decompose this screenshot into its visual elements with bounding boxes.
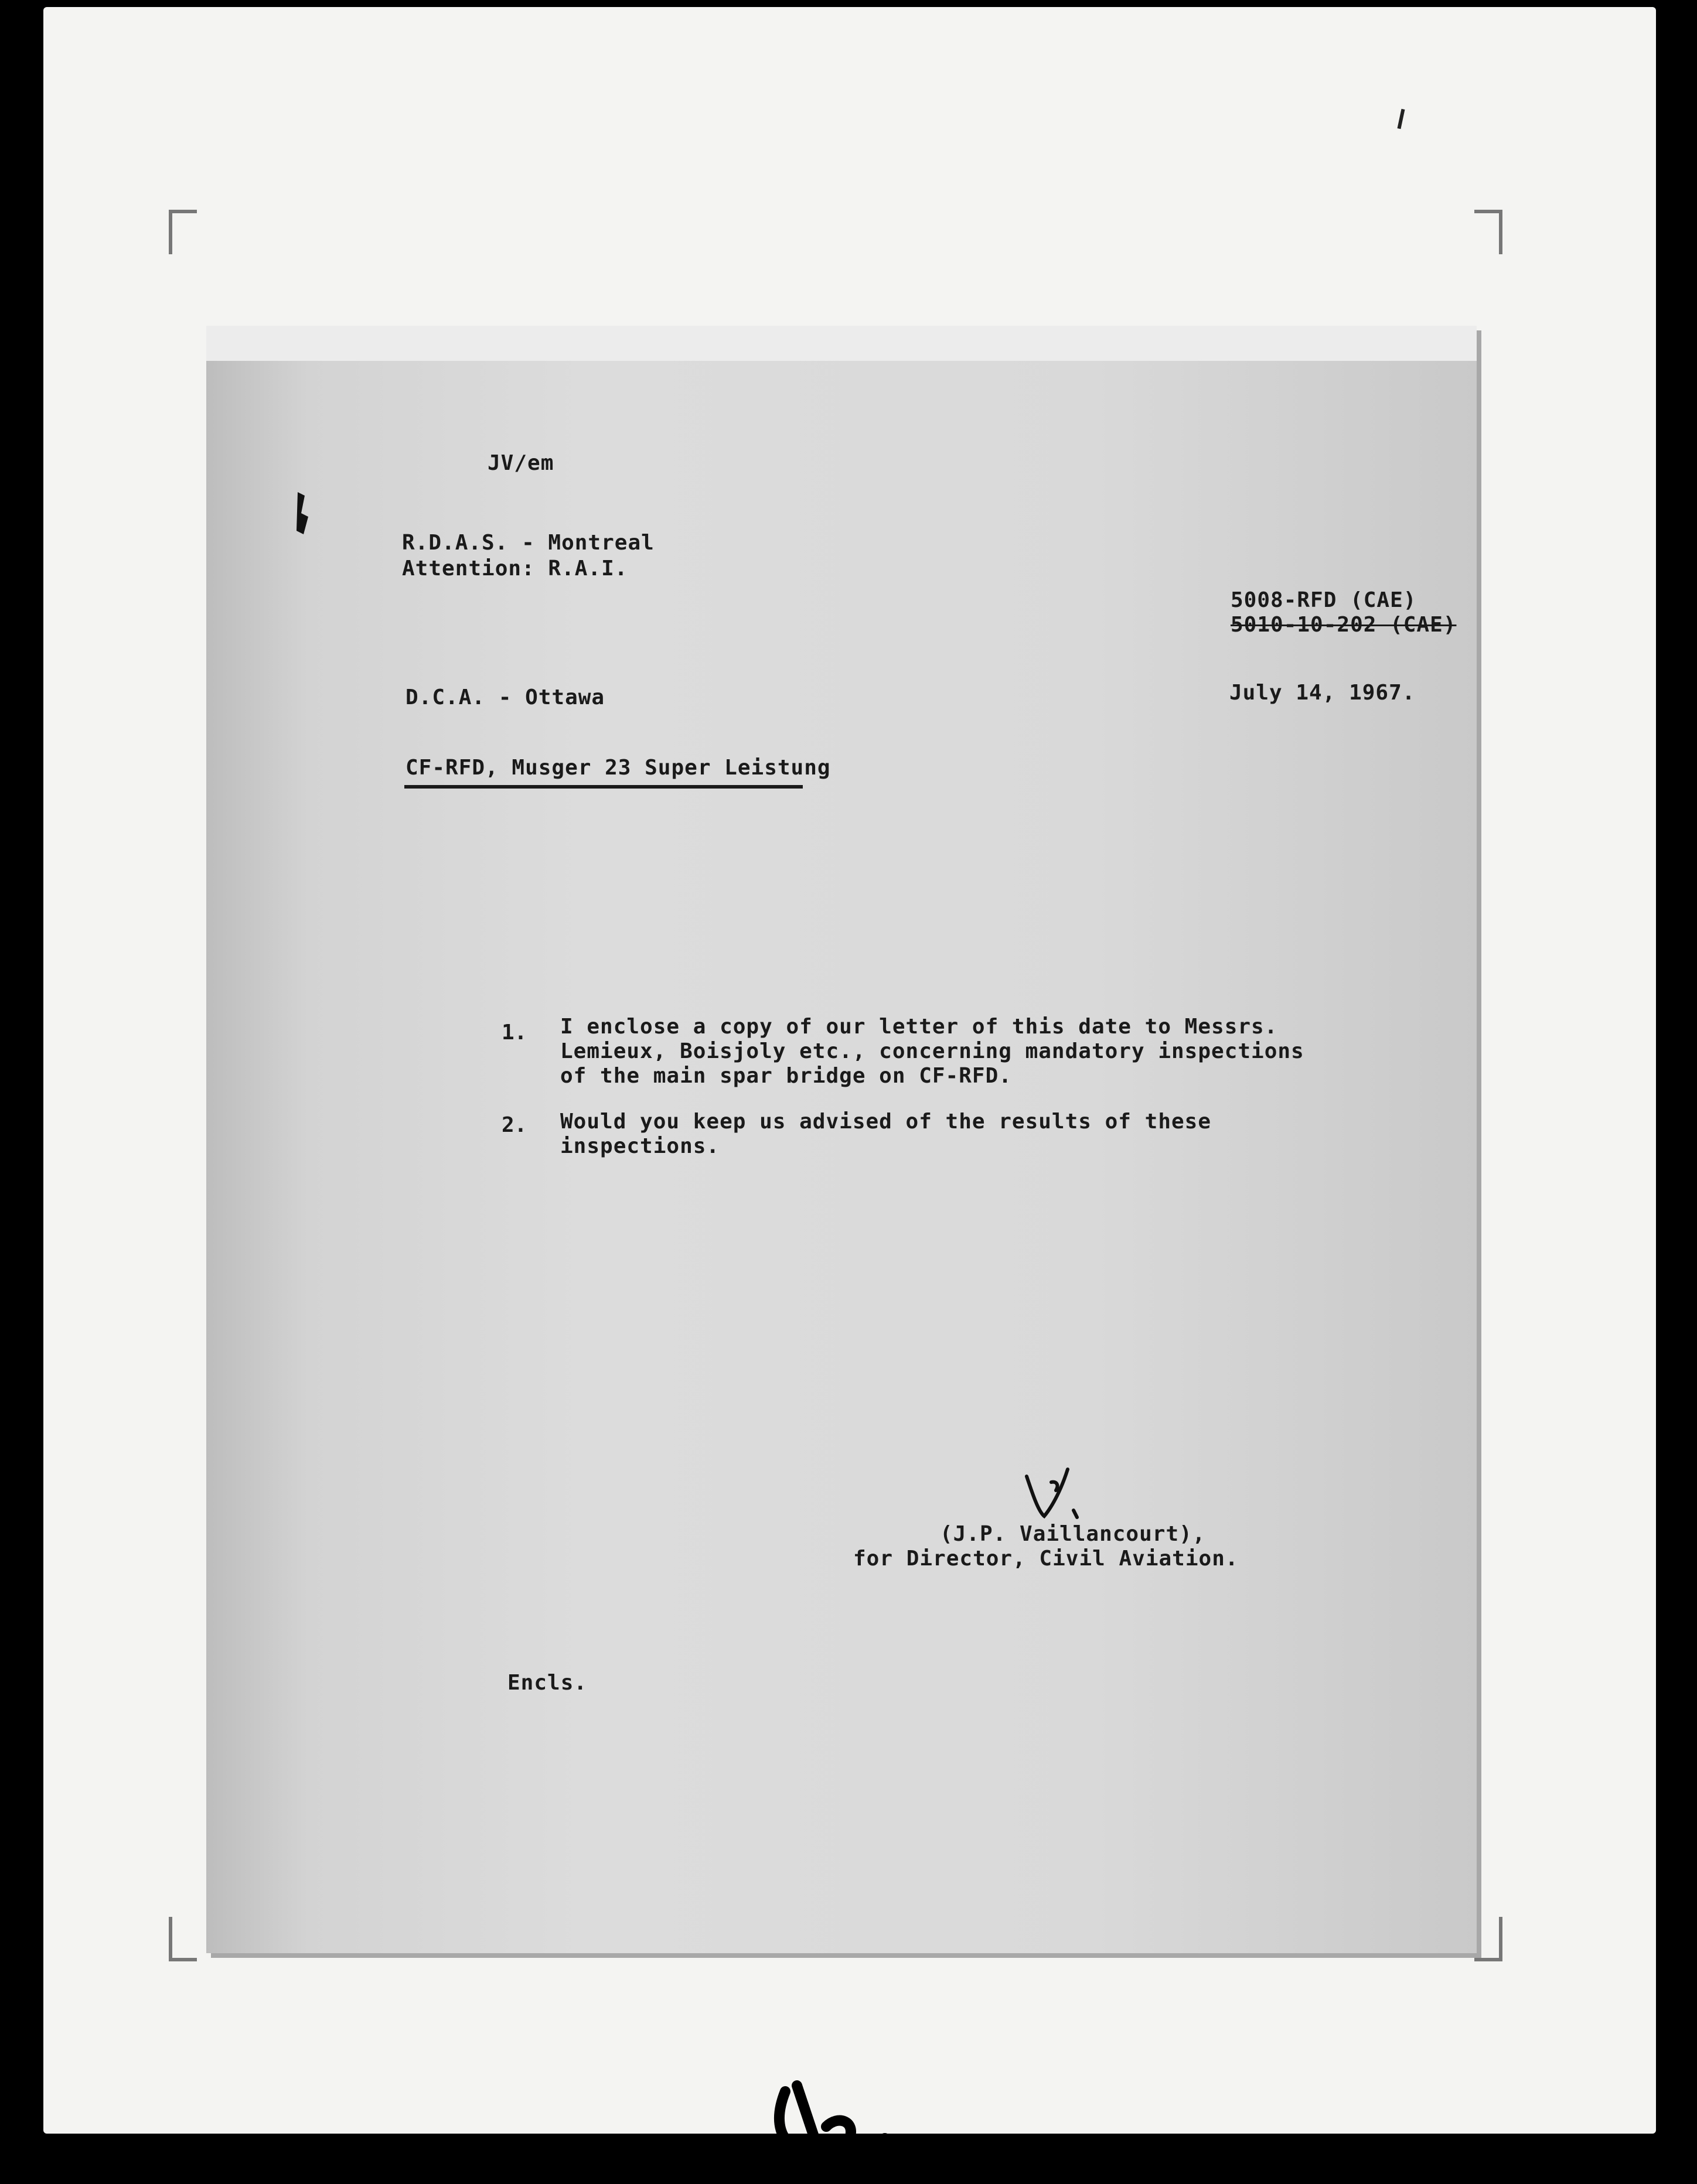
recipient-line-1: R.D.A.S. - Montreal [402, 531, 655, 555]
margin-hole-mark [293, 490, 318, 537]
paragraph-1-line-1: I enclose a copy of our letter of this date to Messrs. [560, 1015, 1278, 1039]
subject-underline [404, 785, 803, 789]
handwritten-initial [1021, 1465, 1085, 1523]
file-reference-1: 5008-RFD (CAE) [1231, 588, 1417, 612]
crop-mark-top-left [169, 210, 197, 254]
handwritten-page-mark [762, 2074, 914, 2168]
paragraph-2-line-2: inspections. [560, 1134, 720, 1158]
crop-mark-bottom-left [169, 1917, 197, 1961]
enclosures-note: Encls. [507, 1671, 588, 1695]
signatory-title: for Director, Civil Aviation. [853, 1547, 1239, 1571]
letter-sheet [206, 326, 1477, 1953]
sender-line: D.C.A. - Ottawa [405, 685, 605, 709]
subject-line: CF-RFD, Musger 23 Super Leistung [405, 756, 831, 780]
signatory-name: (J.P. Vaillancourt), [940, 1522, 1206, 1546]
crop-mark-top-right [1474, 210, 1502, 254]
crop-mark-bottom-right [1474, 1917, 1502, 1961]
letter-date: July 14, 1967. [1229, 681, 1416, 705]
paragraph-2-line-1: Would you keep us advised of the results of these [560, 1110, 1212, 1134]
letter-top-fold [206, 326, 1477, 361]
paragraph-1-line-2: Lemieux, Boisjoly etc., concerning mandatory inspections [560, 1039, 1304, 1063]
reference-initials: JV/em [488, 451, 554, 475]
paragraph-1-number: 1. [502, 1021, 527, 1045]
file-reference-2: 5010-10-202 (CAE) [1231, 613, 1457, 637]
paragraph-2-number: 2. [502, 1113, 527, 1137]
recipient-line-2: Attention: R.A.I. [402, 557, 628, 581]
paragraph-1-line-3: of the main spar bridge on CF-RFD. [560, 1064, 1012, 1088]
